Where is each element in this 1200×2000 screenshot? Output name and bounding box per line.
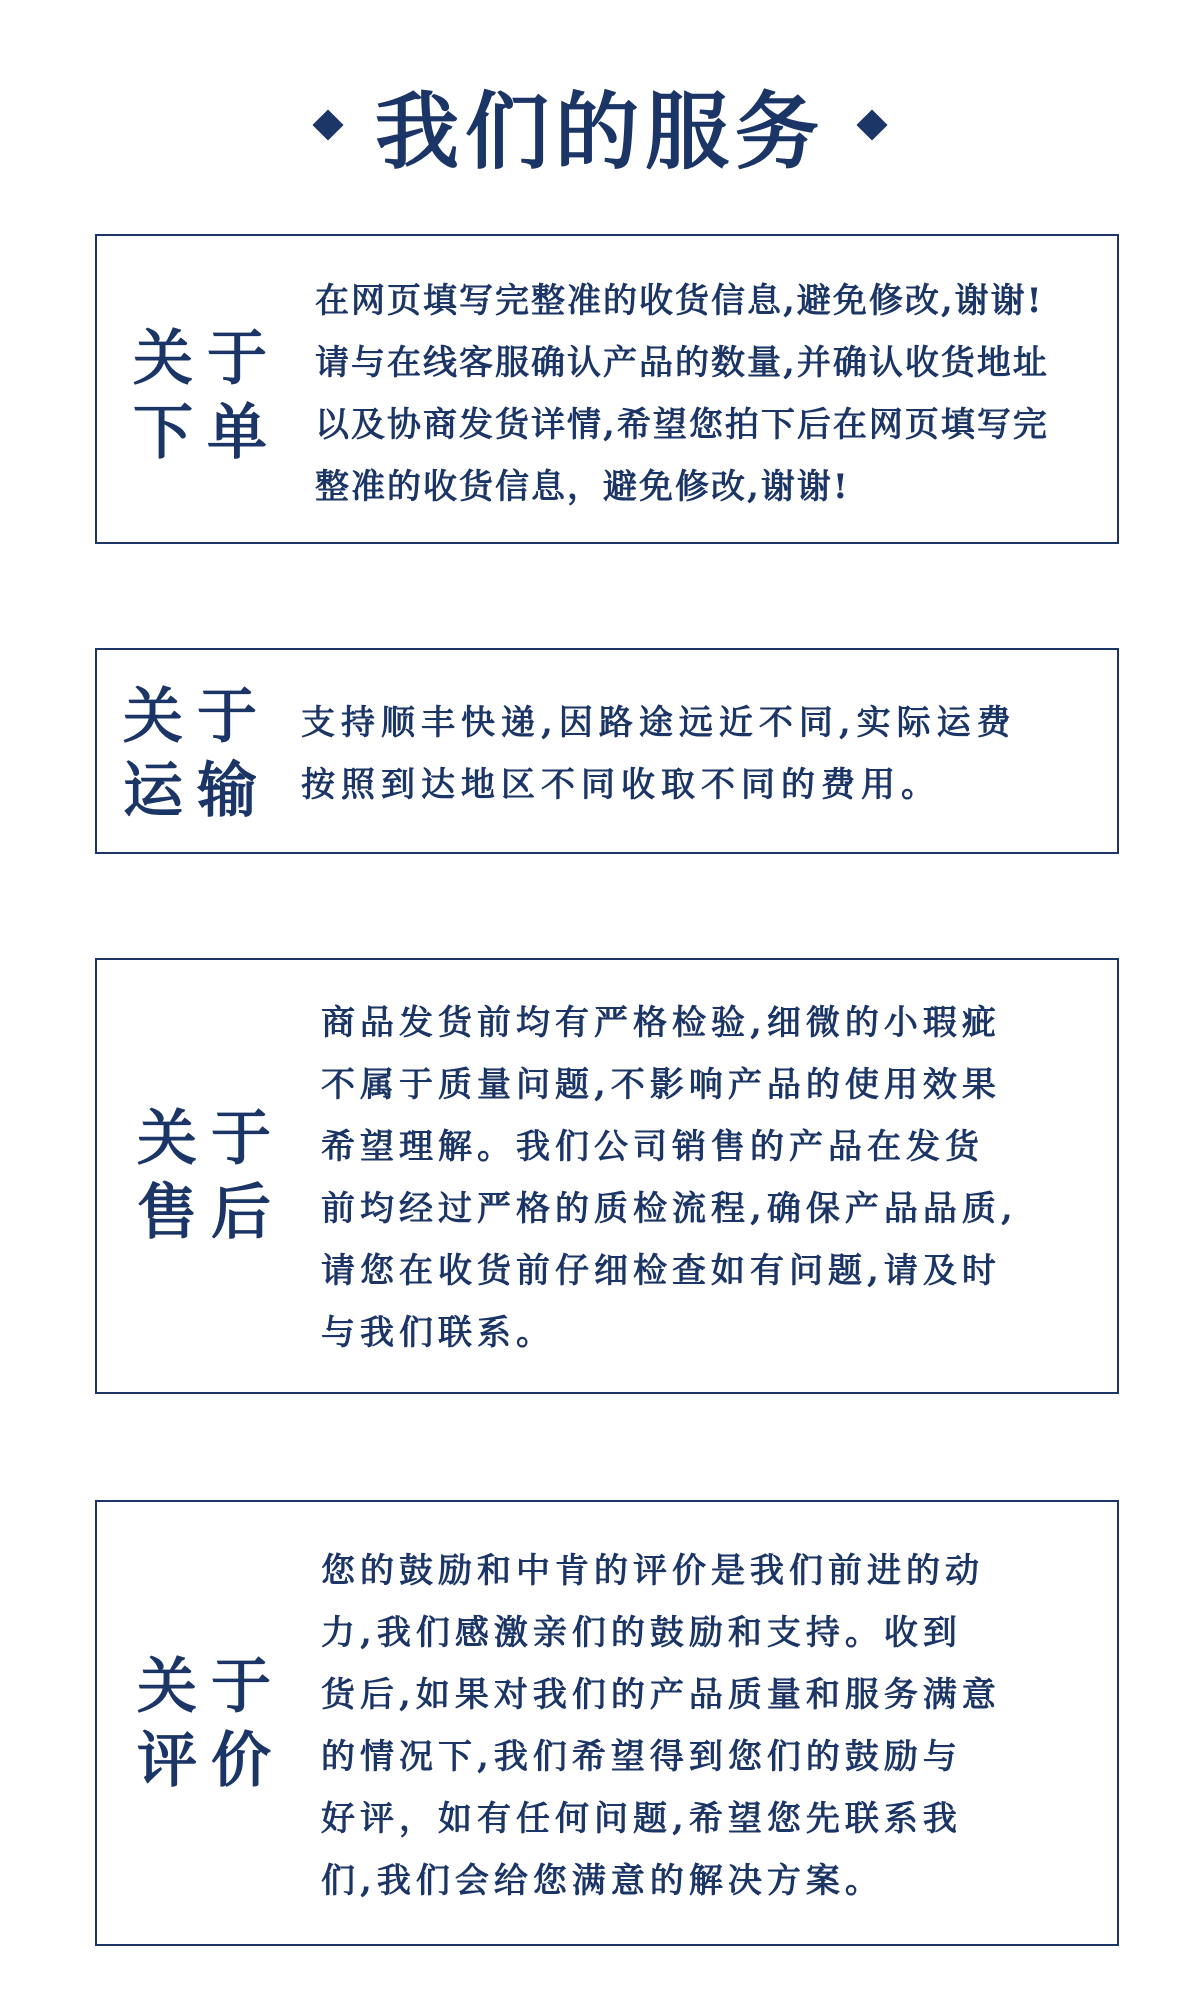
page-title: 我们的服务 [374, 81, 825, 181]
card-body-line: 支持顺丰快递,因路途远近不同,实际运费 [301, 703, 1017, 743]
shipping-card [95, 648, 1119, 854]
card-body-line: 的情况下,我们希望得到您们的鼓励与 [321, 1737, 962, 1777]
card-body-line: 请与在线客服确认产品的数量,并确认收货地址 [315, 343, 1049, 383]
review-card [95, 1500, 1119, 1946]
card-title-line: 运输 [123, 756, 271, 826]
review-card-title [137, 1650, 285, 1798]
card-title-line: 关于 [137, 1652, 285, 1722]
ordering-card [95, 234, 1119, 544]
after-sales-card-body [321, 992, 1018, 1364]
after-sales-card-title [137, 1102, 285, 1250]
card-body-line: 您的鼓励和中肯的评价是我们前进的动 [321, 1551, 984, 1591]
card-body-line: 货后,如果对我们的产品质量和服务满意 [321, 1675, 1001, 1715]
card-body-line: 以及协商发货详情,希望您拍下后在网页填写完 [315, 405, 1049, 445]
card-body-line: 与我们联系。 [321, 1313, 555, 1353]
card-body-line: 按照到达地区不同收取不同的费用。 [301, 765, 941, 805]
card-body-line: 前均经过严格的质检流程,确保产品品质, [321, 1189, 1018, 1229]
card-body-line: 不属于质量问题,不影响产品的使用效果 [321, 1065, 1001, 1105]
after-sales-card [95, 958, 1119, 1394]
review-card-body [321, 1540, 1001, 1912]
card-title-line: 关于 [133, 324, 281, 394]
card-title-line: 关于 [123, 682, 271, 752]
card-body-line: 希望理解。我们公司销售的产品在发货 [321, 1127, 984, 1167]
ordering-card-body [315, 270, 1049, 518]
page-header [0, 70, 1200, 180]
card-title-line: 关于 [137, 1104, 285, 1174]
card-body-line: 们,我们会给您满意的解决方案。 [321, 1861, 884, 1901]
card-title-line: 评价 [137, 1726, 285, 1796]
card-body-line: 力,我们感激亲们的鼓励和支持。收到 [321, 1613, 962, 1653]
shipping-card-body [301, 692, 1017, 816]
card-body-line: 在网页填写完整准的收货信息,避免修改,谢谢! [315, 281, 1044, 321]
right-diamond-icon [856, 109, 887, 140]
shipping-card-title [123, 680, 271, 828]
card-body-line: 整准的收货信息，避免修改,谢谢! [315, 467, 850, 507]
card-title-line: 售后 [137, 1178, 285, 1248]
card-body-line: 请您在收货前仔细检查如有问题,请及时 [321, 1251, 1001, 1291]
left-diamond-icon [312, 109, 343, 140]
card-body-line: 好评，如有任何问题,希望您先联系我 [321, 1799, 962, 1839]
card-title-line: 下单 [133, 398, 281, 468]
card-body-line: 商品发货前均有严格检验,细微的小瑕疵 [321, 1003, 1001, 1043]
ordering-card-title [133, 322, 281, 470]
